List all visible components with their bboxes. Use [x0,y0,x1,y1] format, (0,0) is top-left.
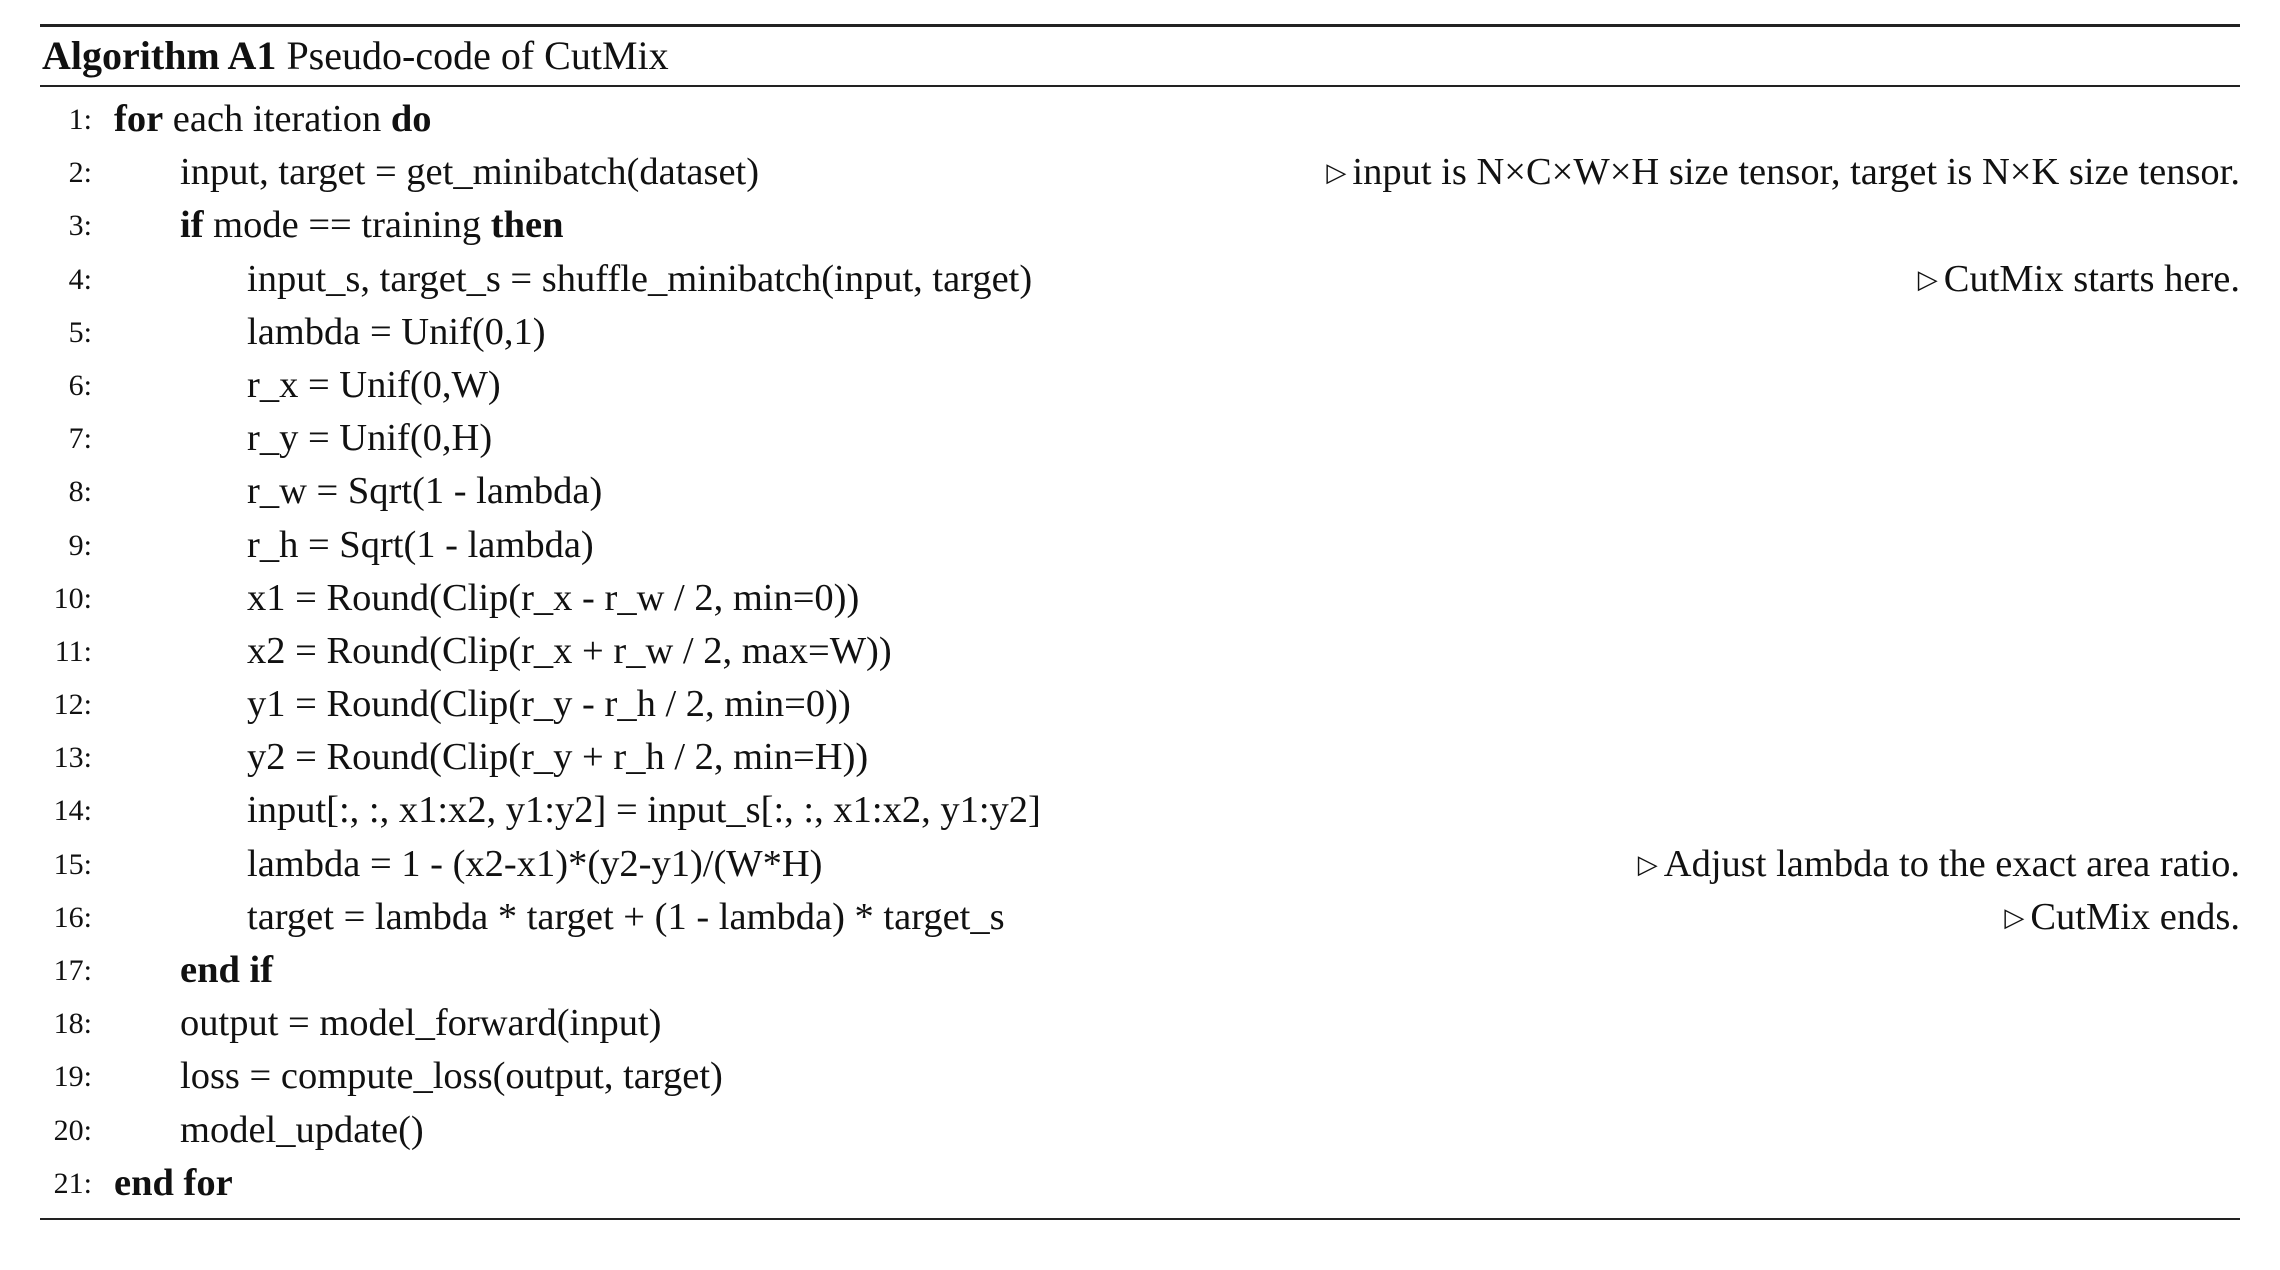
code-text: each iteration [163,98,391,140]
algorithm-line-2 [40,146,2240,199]
algorithm-line-4 [40,253,2240,306]
algorithm-line-13 [40,731,2240,784]
line-number: 16: [53,900,92,934]
line-code: lambda = 1 - (x2-x1)*(y2-y1)/(W*H) [247,842,823,885]
line-code: r_h = Sqrt(1 - lambda) [247,523,594,566]
algorithm-line-11 [40,625,2240,678]
keyword-end-if: end if [180,949,274,991]
line-code: x2 = Round(Clip(r_x + r_w / 2, max=W)) [247,629,892,672]
line-code: input[:, :, x1:x2, y1:y2] = input_s[:, :, x1:x2, y1:y2] [247,789,1041,832]
comment-text: CutMix ends. [2030,895,2240,938]
algorithm-line-10 [40,572,2240,625]
algorithm-line-9 [40,519,2240,572]
line-number: 21: [53,1166,92,1200]
algorithm-caption [40,27,2240,85]
line-code: x1 = Round(Clip(r_x - r_w / 2, min=0)) [247,576,860,619]
line-number: 11: [54,634,92,668]
algorithm-line-5 [40,306,2240,359]
line-number: 14: [53,794,92,828]
line-number: 13: [53,741,92,775]
algorithm-line-7 [40,412,2240,465]
line-code: y2 = Round(Clip(r_y + r_h / 2, min=H)) [247,736,869,779]
line-code: loss = compute_loss(output, target) [180,1055,723,1098]
comment-triangle-icon: ▷ [1326,158,1347,188]
line-number: 1: [68,103,92,136]
comment-text: input is N×C×W×H size tensor, target is N×K size tensor. [1352,151,2240,194]
line-code: r_x = Unif(0,W) [247,363,501,406]
line-comment [2004,891,2240,947]
algorithm-block [40,24,2240,1220]
line-code [180,199,563,252]
line-number: 15: [53,847,92,881]
line-comment [1326,146,2240,202]
algorithm-line-16 [40,891,2240,944]
keyword-then: then [490,204,564,247]
comment-triangle-icon: ▷ [1917,264,1938,294]
line-number: 10: [53,581,92,615]
comment-text: Adjust lambda to the exact area ratio. [1663,842,2240,885]
line-comment [1918,253,2240,309]
line-number: 6: [68,368,92,402]
line-number: 17: [53,954,92,987]
algorithm-line-6 [40,359,2240,412]
algorithm-line-14 [40,784,2240,837]
line-code: input, target = get_minibatch(dataset) [180,151,760,194]
line-code: model_update() [180,1108,424,1151]
line-code: y1 = Round(Clip(r_y - r_h / 2, min=0)) [247,683,851,726]
bottom-rule [40,1218,2240,1220]
line-number: 3: [68,209,92,243]
line-number: 19: [53,1060,92,1094]
line-number: 20: [53,1113,92,1147]
algorithm-line-21 [40,1157,2240,1210]
comment-text: CutMix starts here. [1943,257,2240,300]
code-text: mode == training [203,204,491,247]
algorithm-line-1 [40,93,2240,146]
line-number: 18: [53,1007,92,1041]
algorithm-line-20 [40,1104,2240,1157]
algorithm-label: Algorithm A1 [42,33,277,78]
line-number: 7: [68,422,92,456]
algorithm-line-8 [40,465,2240,518]
keyword-for: for [114,98,164,140]
line-number: 5: [68,315,92,349]
keyword-end-for: end for [114,1161,233,1204]
algorithm-line-17 [40,944,2240,997]
algorithm-line-15 [40,838,2240,891]
line-number: 4: [68,262,92,296]
algorithm-lines [40,93,2240,1210]
keyword-do: do [390,98,432,140]
algorithm-title: Pseudo-code of CutMix [286,33,669,78]
line-number: 9: [68,528,92,562]
algorithm-line-19 [40,1050,2240,1103]
line-number: 8: [68,475,92,509]
line-code: input_s, target_s = shuffle_minibatch(input, target) [247,257,1033,300]
caption-rule [40,85,2240,87]
line-code: target = lambda * target + (1 - lambda) * target_s [247,895,1005,938]
algorithm-line-3 [40,199,2240,252]
line-comment [1638,838,2240,894]
comment-triangle-icon: ▷ [2004,902,2025,932]
line-code: r_y = Unif(0,H) [247,417,493,460]
line-code [114,93,432,146]
line-code: output = model_forward(input) [180,1002,662,1045]
comment-triangle-icon: ▷ [1637,849,1658,879]
line-number: 12: [53,688,92,722]
keyword-if: if [180,204,204,247]
algorithm-line-18 [40,997,2240,1050]
line-number: 2: [68,156,92,190]
line-code: lambda = Unif(0,1) [247,310,546,353]
algorithm-line-12 [40,678,2240,731]
line-code: r_w = Sqrt(1 - lambda) [247,470,603,513]
